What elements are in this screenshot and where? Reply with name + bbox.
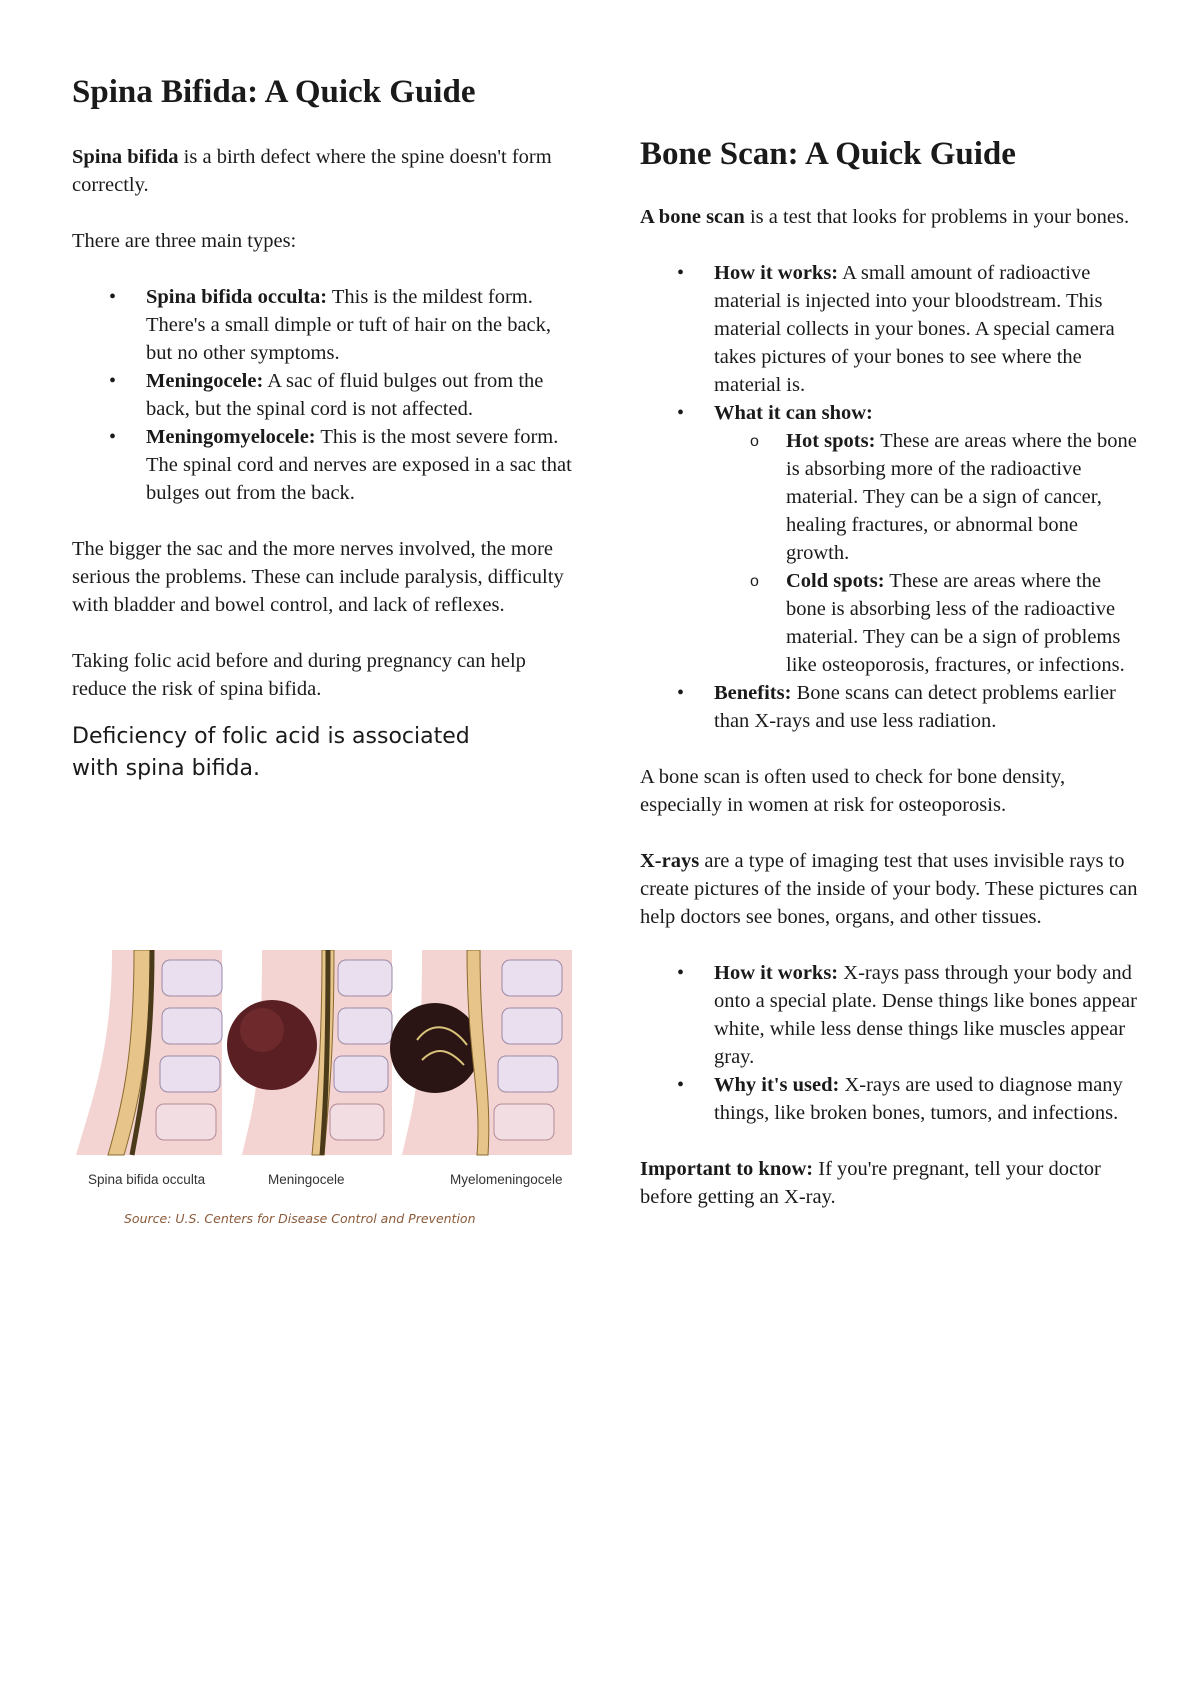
- xray-list: [640, 959, 1140, 1127]
- intro-text: is a test that looks for problems in your bones.: [744, 206, 1130, 228]
- xray-how-text: X-rays pass through your body and onto a special plate. Dense things like bones appear white, while less dense things like muscles appear gray.: [714, 962, 1137, 1068]
- list-item: [640, 1071, 1140, 1127]
- hot-text: These are areas where the bone is absorbing more of the radioactive material. They can be a sign of cancer, healing fractures, or abnormal bone growth.: [786, 430, 1137, 564]
- circle-bullet-icon: o: [750, 433, 759, 450]
- spina-bifida-figure: [72, 950, 572, 1230]
- figure-label-meningocele: Meningocele: [268, 1172, 345, 1187]
- figure-label-myelomeningocele: Myelomeningocele: [450, 1172, 563, 1187]
- list-item: [640, 399, 1140, 679]
- why-term: Why it's used:: [714, 1074, 840, 1096]
- bullet-icon: •: [677, 962, 685, 984]
- xray-paragraph: [640, 847, 1140, 931]
- type-term: Meningomyelocele:: [146, 426, 316, 448]
- types-list: [72, 283, 572, 507]
- type-text: This is the mildest form. There's a small dimple or tuft of hair on the back, but no other symptoms.: [146, 286, 552, 364]
- intro-term: Spina bifida: [72, 146, 179, 168]
- bullet-icon: •: [109, 286, 117, 308]
- bullet-icon: •: [677, 682, 685, 704]
- bullet-icon: •: [109, 370, 117, 392]
- how-text: A small amount of radioactive material is injected into your bloodstream. This material collects in your bones. A special camera takes pictures of your bones to see where the material is.: [714, 262, 1115, 396]
- intro-text: is a birth defect where the spine doesn't form correctly.: [72, 146, 552, 196]
- benefits-term: Benefits:: [714, 682, 792, 704]
- density-paragraph: A bone scan is often used to check for bone density, especially in women at risk for osteoporosis.: [640, 766, 1066, 816]
- list-item: [640, 959, 1140, 1071]
- list-item: [72, 283, 572, 367]
- important-paragraph: [640, 1155, 1140, 1211]
- spine-illustration: [72, 950, 572, 1160]
- how-term: How it works:: [714, 262, 839, 284]
- xray-term: X-rays: [640, 850, 700, 872]
- show-term: What it can show:: [714, 402, 873, 424]
- bullet-icon: •: [677, 262, 685, 284]
- bone-scan-title: Bone Scan: A Quick Guide: [640, 136, 1016, 172]
- spina-bifida-title: Spina Bifida: A Quick Guide: [72, 74, 476, 110]
- figure-source: Source: U.S. Centers for Disease Control and Prevention: [124, 1211, 476, 1226]
- bullet-icon: •: [677, 402, 685, 424]
- severity-paragraph: The bigger the sac and the more nerves involved, the more serious the problems. These can include paralysis, difficulty with bladder and bowel control, and lack of reflexes.: [72, 538, 564, 616]
- spina-bifida-body: [72, 143, 572, 785]
- benefits-text: Bone scans can detect problems earlier than X-rays and use less radiation.: [714, 682, 1116, 732]
- intro-term: A bone scan: [640, 206, 745, 228]
- circle-bullet-icon: o: [750, 573, 759, 590]
- why-text: X-rays are used to diagnose many things, like broken bones, tumors, and infections.: [714, 1074, 1123, 1124]
- folic-callout: Deficiency of folic acid is associated with spina bifida.: [72, 724, 470, 781]
- bone-scan-list: [640, 259, 1140, 735]
- important-term: Important to know:: [640, 1158, 814, 1180]
- hot-term: Hot spots:: [786, 430, 876, 452]
- type-term: Meningocele:: [146, 370, 264, 392]
- folic-paragraph: Taking folic acid before and during pregnancy can help reduce the risk of spina bifida.: [72, 650, 526, 700]
- xray-text: are a type of imaging test that uses invisible rays to create pictures of the inside of your body. These pictures can help doctors see bones, organs, and other tissues.: [640, 850, 1138, 928]
- important-text: If you're pregnant, tell your doctor before getting an X-ray.: [640, 1158, 1101, 1208]
- list-item: [72, 423, 572, 507]
- bullet-icon: •: [109, 426, 117, 448]
- intro-paragraph: [72, 143, 572, 199]
- list-item: [713, 427, 1140, 567]
- cold-text: These are areas where the bone is absorbing less of the radioactive material. They can be a sign of problems like osteoporosis, fractures, or infections.: [786, 570, 1125, 676]
- bone-scan-intro: [640, 203, 1140, 231]
- show-sublist: [713, 427, 1140, 679]
- list-item: [72, 367, 572, 423]
- type-term: Spina bifida occulta:: [146, 286, 328, 308]
- bone-scan-body: [640, 203, 1140, 1211]
- type-text: This is the most severe form. The spinal cord and nerves are exposed in a sac that bulges out from the back.: [146, 426, 572, 504]
- list-item: [640, 259, 1140, 399]
- list-item: [713, 567, 1140, 679]
- list-item: [640, 679, 1140, 735]
- figure-label-occulta: Spina bifida occulta: [88, 1172, 206, 1187]
- type-text: A sac of fluid bulges out from the back, but the spinal cord is not affected.: [146, 370, 544, 420]
- bullet-icon: •: [677, 1074, 685, 1096]
- types-lead: There are three main types:: [72, 230, 297, 252]
- cold-term: Cold spots:: [786, 570, 885, 592]
- xray-how-term: How it works:: [714, 962, 839, 984]
